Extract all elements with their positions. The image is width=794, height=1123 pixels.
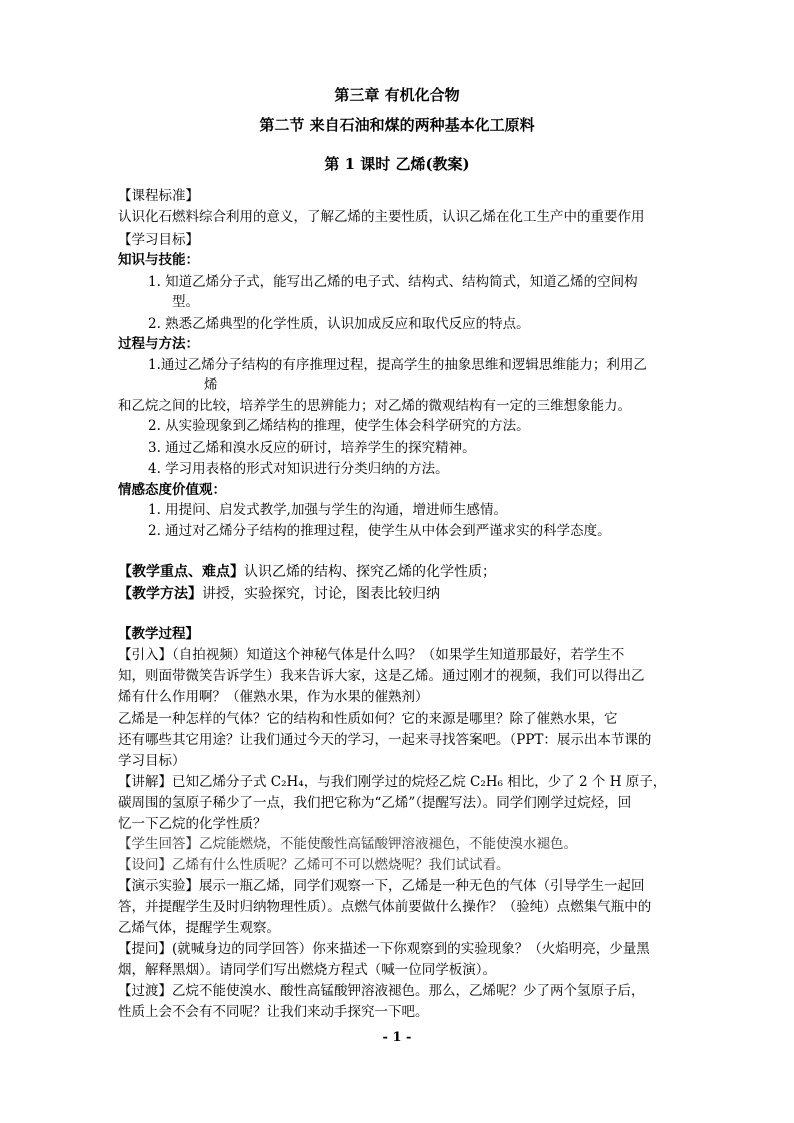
- process-line: 【引入】（自拍视频）知道这个神秘气体是什么吗？（如果学生知道那最好，若学生不: [118, 647, 625, 663]
- process-line: 烯有什么作用啊？（催熟水果，作为水果的催熟剂）: [118, 689, 429, 705]
- section-title: 第二节 来自石油和煤的两种基本化工原料: [259, 116, 535, 134]
- course-standard-label: 【课程标准】: [118, 188, 199, 204]
- process-line: 性质上会不会有不同呢？让我们来动手探究一下吧。: [118, 1004, 429, 1020]
- process-method-item: 和乙烷之间的比较，培养学生的思辨能力；对乙烯的微观结构有一定的三维想象能力。: [118, 398, 631, 414]
- process-line: 【讲解】已知乙烯分子式 C₂H₄，与我们刚学过的烷烃乙烷 C₂H₆ 相比，少了 2 个 H 原子，: [118, 774, 667, 790]
- process-line: 烟，解释黑烟）。请同学们写出燃烧方程式（喊一位同学板演）。: [118, 962, 496, 978]
- course-standard-text: 认识化石燃料综合利用的意义，了解乙烯的主要性质，认识乙烯在化工生产中的重要作用: [118, 209, 645, 225]
- process-method-item: 1.通过乙烯分子结构的有序推理过程，提高学生的抽象思维和逻辑思维能力；利用乙: [148, 357, 647, 373]
- process-method-item: 3. 通过乙烯和溴水反应的研讨，培养学生的探究精神。: [148, 440, 476, 456]
- teaching-process-label: 【教学过程】: [118, 626, 199, 642]
- process-method-item: 4. 学习用表格的形式对知识进行分类归纳的方法。: [148, 461, 449, 477]
- process-line: 碳周围的氢原子稀少了一点，我们把它称为“乙烯”（提醒写法）。同学们刚学过烷烃，回: [118, 795, 632, 811]
- attitude-item: 1. 用提问、启发式教学,加强与学生的沟通，增进师生感情。: [148, 502, 507, 518]
- process-line: 【学生回答】乙烷能燃烧，不能使酸性高锰酸钾溶液褪色，不能使溴水褪色。: [118, 836, 577, 852]
- lesson-title: 第 1 课时 乙烯(教案): [324, 155, 470, 173]
- knowledge-item: 2. 熟悉乙烯典型的化学性质，认识加成反应和取代反应的特点。: [148, 316, 530, 332]
- attitude-title: 情感态度价值观：: [118, 482, 226, 498]
- methods-label: 【教学方法】: [118, 586, 202, 602]
- knowledge-item: 1. 知道乙烯分子式，能写出乙烯的电子式、结构式、结构简式，知道乙烯的空间构: [148, 274, 638, 290]
- attitude-item: 2. 通过对乙烯分子结构的推理过程，使学生从中体会到严谨求实的科学态度。: [148, 523, 611, 539]
- key-points-label: 【教学重点、难点】: [118, 564, 244, 580]
- teaching-methods: [118, 584, 440, 605]
- process-line: 答，并提醒学生及时归纳物理性质）。点燃气体前要做什么操作？（验纯）点燃集气瓶中的: [118, 899, 652, 915]
- process-line: 乙烯是一种怎样的气体？它的结构和性质如何？它的来源是哪里？除了催熟水果，它: [118, 711, 618, 727]
- objectives-label: 【学习目标】: [118, 232, 199, 248]
- methods-text: 讲授，实验探究，讨论，图表比较归纳: [202, 586, 440, 602]
- knowledge-title: 知识与技能：: [118, 252, 199, 268]
- key-points-text: 认识乙烯的结构、探究乙烯的化学性质；: [244, 564, 496, 580]
- process-method-title: 过程与方法：: [118, 336, 199, 352]
- process-line: 【提问】(就喊身边的同学回答）你来描述一下你观察到的实验现象？（火焰明亮，少量黑: [118, 941, 650, 957]
- process-method-item: 烯: [204, 377, 218, 393]
- process-line: 还有哪些其它用途？让我们通过今天的学习，一起来寻找答案吧。（PPT：展示出本节课的: [118, 732, 652, 748]
- key-points: [118, 562, 496, 583]
- process-line: 知，则面带微笑告诉学生）我来告诉大家，这是乙烯。通过刚才的视频，我们可以得出乙: [118, 668, 645, 684]
- process-method-item: 2. 从实验现象到乙烯结构的推理，使学生体会科学研究的方法。: [148, 418, 530, 434]
- process-line: 【设问】乙烯有什么性质呢？乙烯可不可以燃烧呢？我们试试看。: [118, 857, 510, 873]
- process-line: 【过渡】乙烷不能使溴水、酸性高锰酸钾溶液褪色。那么，乙烯呢？少了两个氢原子后，: [118, 983, 645, 999]
- process-line: 乙烯气体，提醒学生观察。: [118, 920, 280, 936]
- chapter-title: 第三章 有机化合物: [334, 86, 460, 104]
- knowledge-item: 型。: [172, 294, 199, 310]
- process-line: 学习目标）: [118, 753, 186, 769]
- process-line: 忆一下乙烷的化学性质？: [118, 816, 267, 832]
- page-number: - 1 -: [382, 1030, 412, 1045]
- process-line: 【演示实验】展示一瓶乙烯，同学们观察一下，乙烯是一种无色的气体（引导学生一起回: [118, 878, 645, 894]
